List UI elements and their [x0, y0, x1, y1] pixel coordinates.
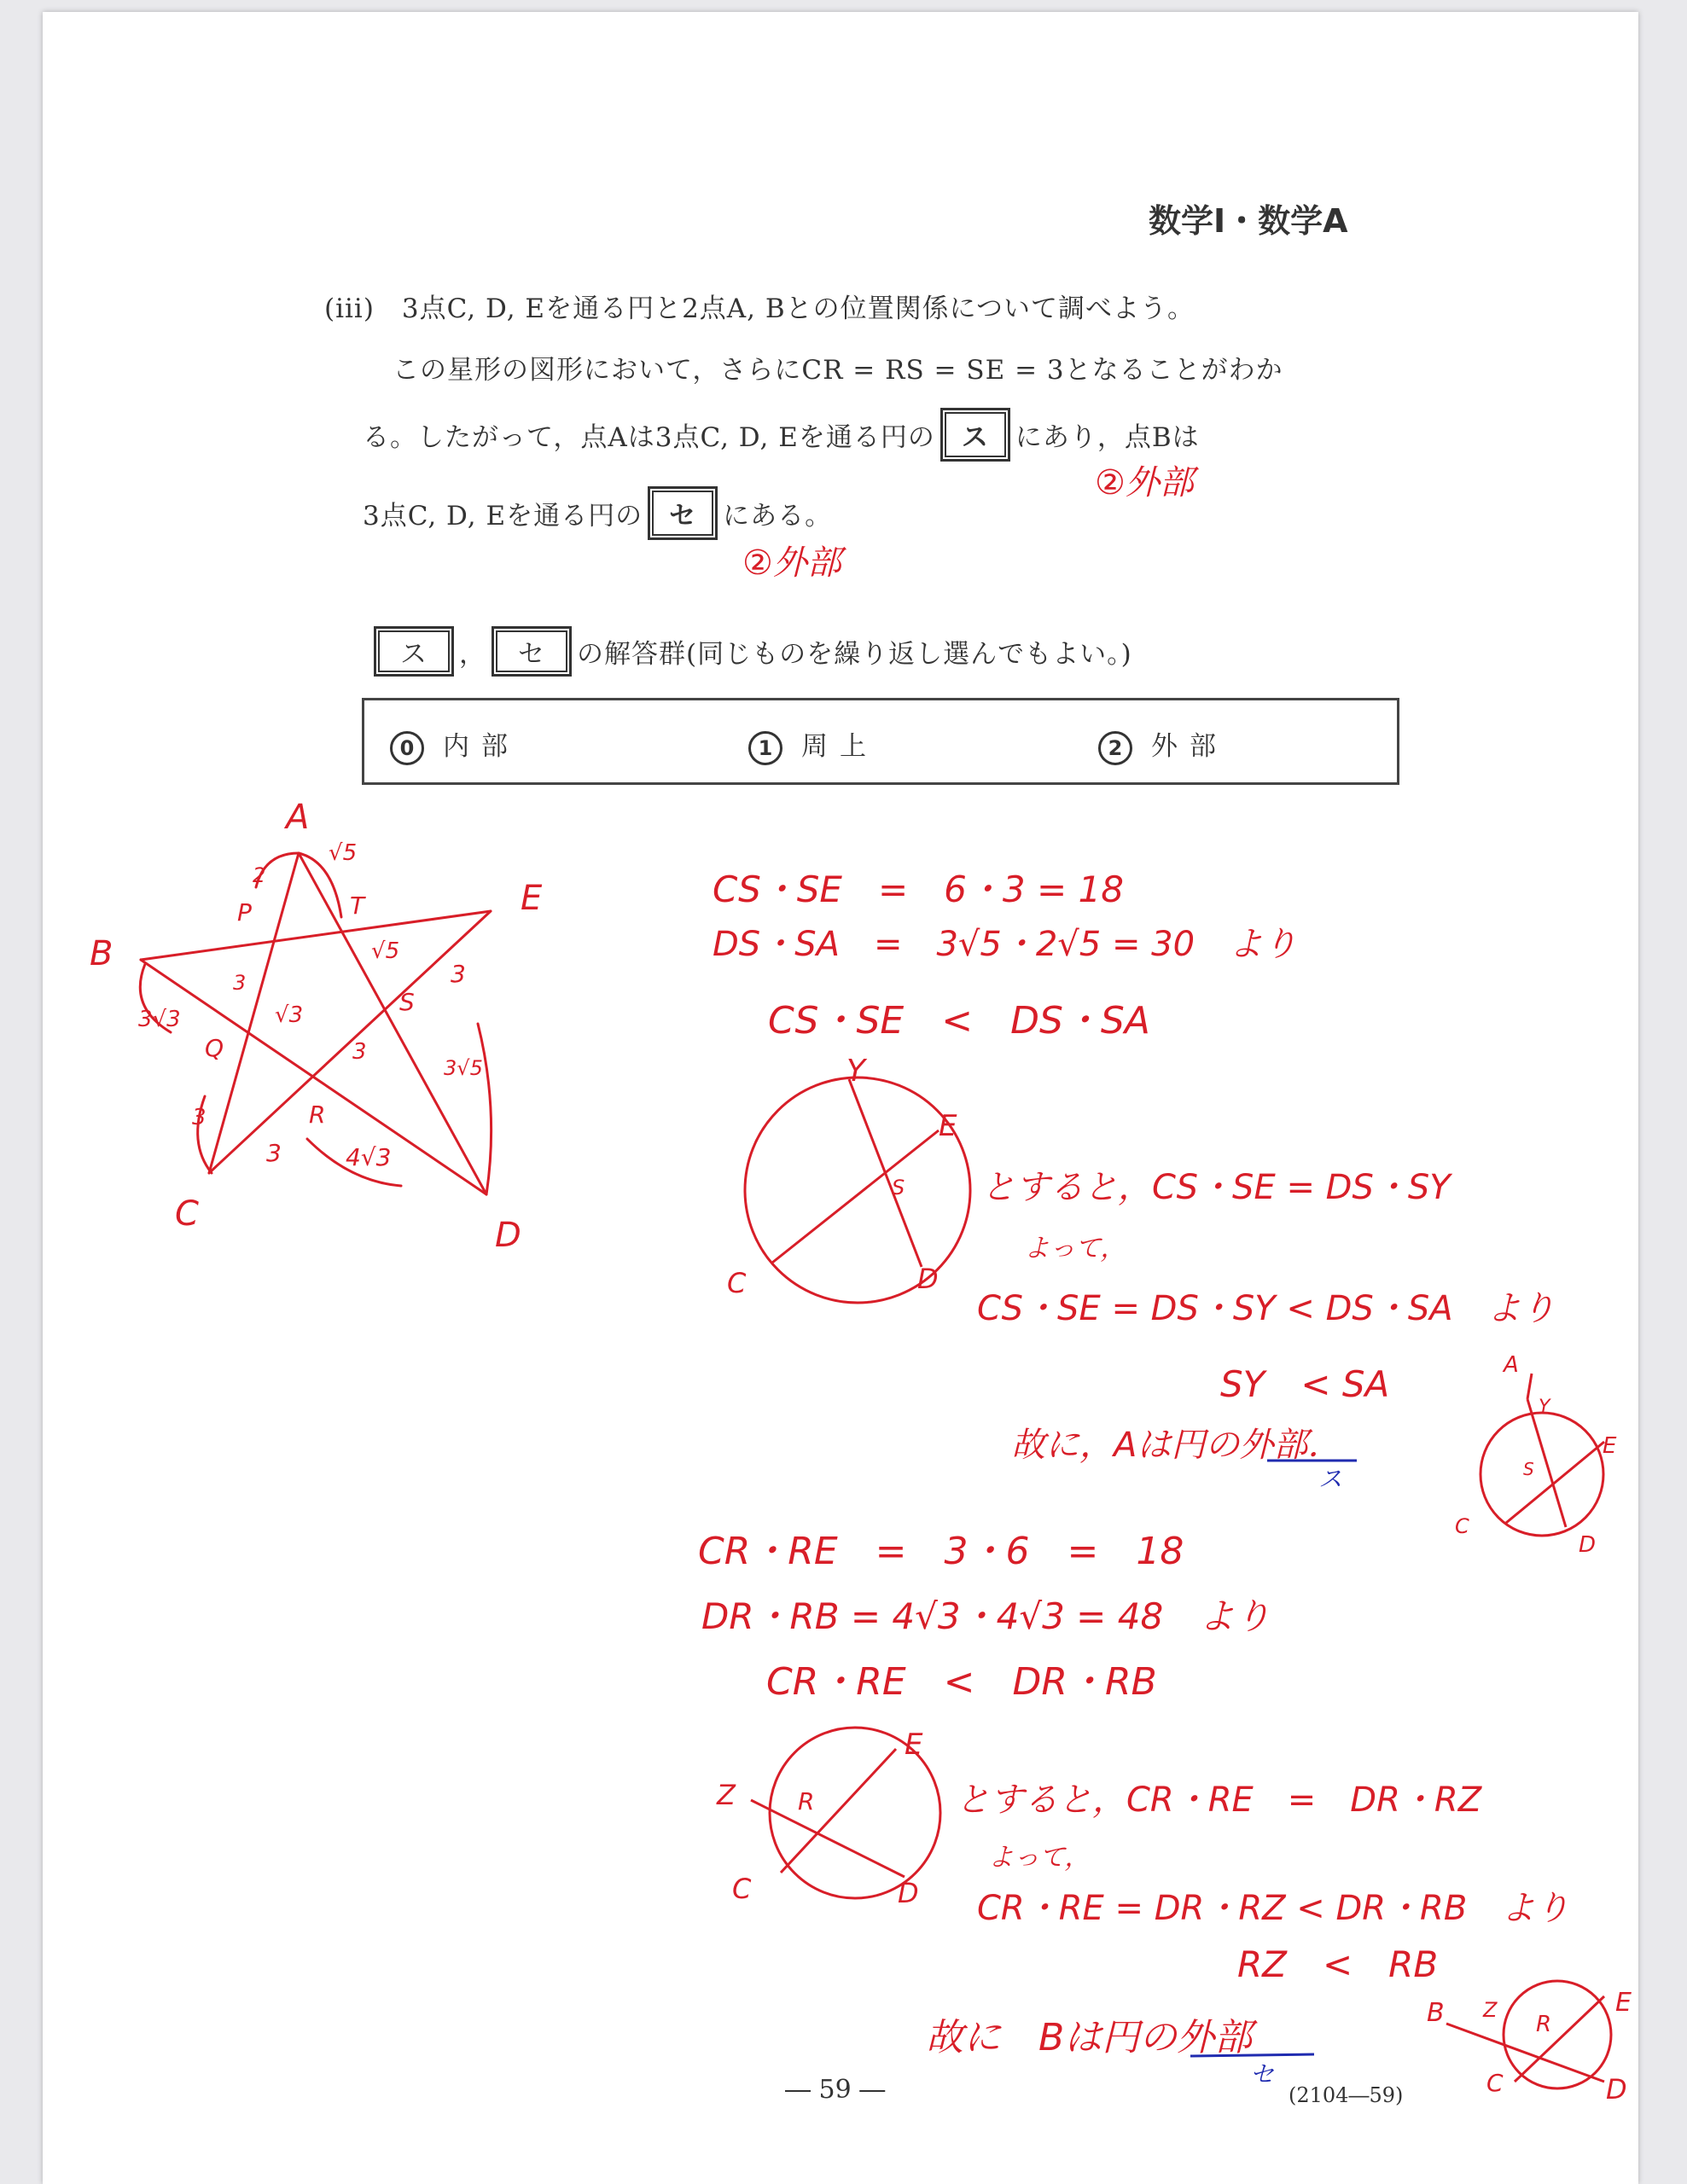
c3-label-D: D — [898, 1877, 919, 1909]
star-label-D: D — [495, 1216, 521, 1255]
c4-label-Z: Z — [1483, 1998, 1498, 2022]
star-length-5: 3√3 — [138, 1007, 181, 1032]
choice-number-2: 2 — [1098, 731, 1132, 765]
answer-box-se: セ — [648, 486, 718, 540]
answer-group-text: の解答群(同じものを繰り返し選んでもよい。) — [577, 639, 1132, 670]
star-label-P: P — [237, 898, 252, 926]
star-line-BE — [141, 911, 491, 960]
c4-label-D: D — [1606, 2073, 1627, 2106]
eq-6: CS・SE = DS・SY < DS・SA より — [977, 1289, 1556, 1328]
c1-label-Y: Y — [846, 1054, 865, 1089]
answer-box-su: ス — [940, 408, 1010, 462]
eq-14: CR・RE = DR・RZ < DR・RB より — [977, 1889, 1570, 1928]
eq-16: 故に Bは円の外部 — [926, 2016, 1253, 2059]
problem-line-1: (iii) 3点C, D, Eを通る円と2点A, Bとの位置関係について調べよう。 — [324, 293, 1195, 324]
star-length-6: √3 — [275, 1002, 304, 1028]
choice-number-1: 1 — [748, 731, 782, 765]
c2-label-S: S — [1523, 1459, 1534, 1479]
c3-label-C: C — [732, 1873, 752, 1905]
eq-13: よって， — [988, 1843, 1091, 1873]
star-length-2: √5 — [371, 938, 400, 964]
star-length-9: 3 — [192, 1105, 207, 1130]
c2-label-D: D — [1579, 1532, 1597, 1558]
c2-label-A: A — [1504, 1352, 1519, 1378]
eq-8: 故に，Aは円の外部． — [1011, 1426, 1342, 1465]
eq-9: CR・RE = 3・6 = 18 — [698, 1530, 1184, 1573]
answer-group-sep: ， — [459, 639, 486, 670]
c1-label-E: E — [939, 1109, 957, 1143]
problem-line-4-post: にある。 — [723, 501, 833, 531]
eq-11: CR・RE < DR・RB — [766, 1660, 1157, 1704]
star-line-AD — [299, 853, 486, 1194]
page-number: ― 59 ― — [785, 2075, 886, 2105]
star-label-Q: Q — [205, 1034, 224, 1062]
c2-label-Y: Y — [1539, 1397, 1550, 1418]
eq-3: CS・SE < DS・SA — [768, 999, 1150, 1043]
star-label-R: R — [309, 1101, 326, 1129]
c4-label-R: R — [1536, 2012, 1552, 2037]
choice-number-0: 0 — [390, 731, 424, 765]
star-label-T: T — [350, 892, 365, 920]
mark-su: ス — [1318, 1465, 1343, 1493]
star-length-11: 4√3 — [346, 1143, 392, 1171]
c1-label-S: S — [892, 1176, 905, 1199]
problem-line-4-pre: 3点C, D, Eを通る円の — [363, 501, 643, 531]
eq-10: DR・RB = 4√3・4√3 = 48 より — [701, 1595, 1271, 1637]
problem-line-3-post: にあり，点Bは — [1015, 422, 1200, 453]
star-length-3: 3 — [451, 960, 466, 988]
eq-1: CS・SE = 6・3 = 18 — [713, 868, 1124, 910]
star-label-E: E — [521, 879, 543, 918]
eq-12: とすると，CR・RE = DR・RZ — [956, 1780, 1482, 1820]
c2-label-E: E — [1603, 1433, 1617, 1459]
answer-group-box-se: セ — [492, 626, 572, 677]
star-length-8: 3√5 — [444, 1056, 483, 1080]
page-code: (2104―59) — [1289, 2083, 1404, 2107]
problem-line-3-pre: る。したがって，点Aは3点C, D, Eを通る円の — [363, 422, 935, 453]
mark-se: セ — [1250, 2060, 1275, 2088]
handwritten-answer-su: ②外部 — [1095, 463, 1194, 502]
eq-2: DS・SA = 3√5・2√5 = 30 より — [713, 925, 1298, 964]
c3-label-Z: Z — [717, 1779, 736, 1811]
star-length-7: 3 — [352, 1039, 367, 1065]
problem-line-2: この星形の図形において，さらにCR = RS = SE = 3となることがわか — [393, 355, 1283, 386]
star-length-0: 2 — [253, 863, 266, 887]
eq-15: RZ < RB — [1237, 1943, 1439, 1985]
star-label-B: B — [90, 934, 113, 973]
choice-label-2: 外部 — [1151, 731, 1228, 762]
choice-label-1: 周上 — [801, 731, 878, 762]
answer-group-box-su: ス — [374, 626, 454, 677]
star-line-CE — [209, 911, 491, 1173]
c3-label-E: E — [905, 1728, 923, 1762]
choice-label-0: 内部 — [443, 731, 520, 762]
star-label-S: S — [399, 988, 415, 1016]
eq-4: とすると，CS・SE = DS・SY — [981, 1168, 1451, 1207]
c4-label-E: E — [1615, 1988, 1632, 2018]
c2-label-C: C — [1455, 1514, 1469, 1538]
eq-5: よって， — [1024, 1234, 1126, 1263]
handwritten-answer-se: ②外部 — [742, 543, 841, 583]
subject-header: 数学Ⅰ・数学A — [1149, 202, 1348, 240]
star-length-10: 3 — [266, 1139, 282, 1167]
star-label-A: A — [286, 798, 310, 837]
star-length-1: √5 — [329, 840, 358, 866]
c1-label-D: D — [917, 1263, 939, 1295]
star-label-C: C — [175, 1194, 199, 1234]
c4-label-C: C — [1486, 2069, 1504, 2097]
eq-7: SY < SA — [1220, 1363, 1390, 1405]
c4-label-B: B — [1427, 1998, 1445, 2028]
circle-diagram-4 — [1446, 1981, 1611, 2088]
c3-label-R: R — [798, 1787, 815, 1815]
star-length-4: 3 — [233, 971, 247, 995]
c1-label-C: C — [727, 1267, 747, 1299]
